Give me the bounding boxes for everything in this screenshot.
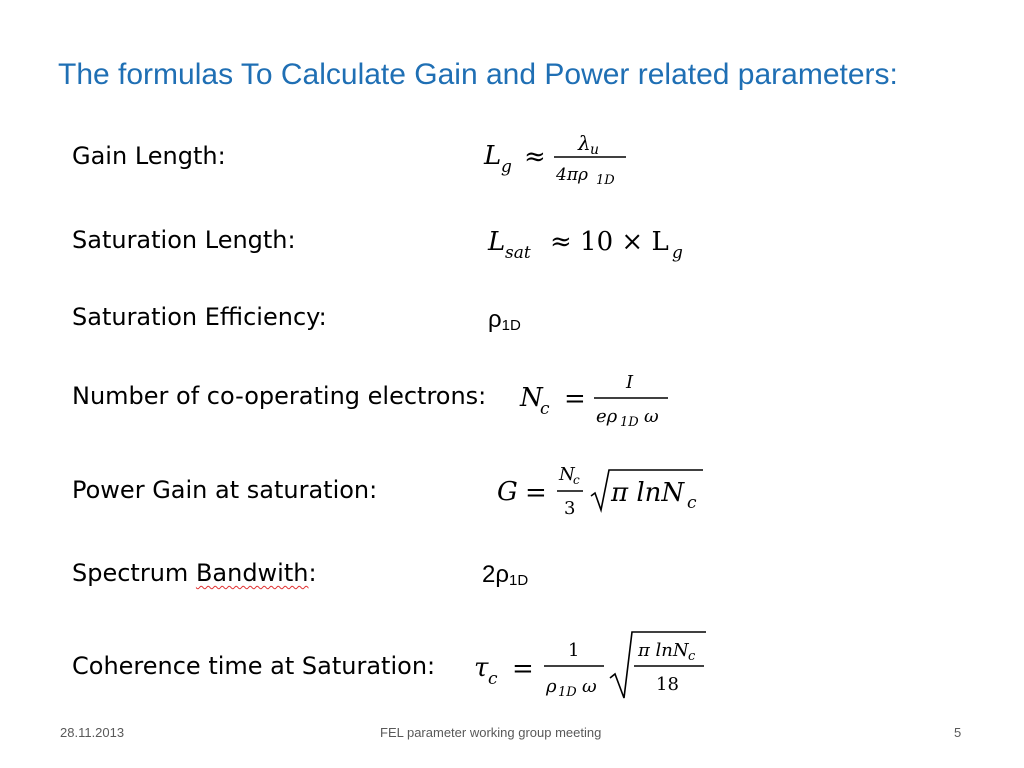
cooperating-electrons-label: Number of co-operating electrons: [72, 382, 487, 410]
cooperating-electrons-den: eρ [596, 406, 618, 427]
gain-length-label: Gain Length: [72, 142, 226, 170]
cooperating-electrons-formula [520, 364, 680, 434]
saturation-efficiency-label: Saturation Efficiency: [72, 303, 327, 331]
saturation-length-lhs: L [488, 227, 506, 257]
gain-length-num-sub: u [590, 142, 600, 158]
gain-length-formula [484, 122, 644, 192]
spectrum-bandwidth-value [482, 561, 528, 589]
power-gain-formula [497, 458, 717, 528]
cooperating-electrons-num: I [626, 372, 634, 393]
saturation-length-formula [488, 218, 708, 268]
gain-length-num: λ [578, 131, 591, 155]
saturation-length-lhs-sub: sat [505, 243, 531, 263]
coherence-time-den: ρ [546, 676, 557, 697]
coherence-time-num: 1 [568, 640, 580, 661]
coherence-time-op: = [512, 654, 534, 684]
gain-length-den: 4πρ [556, 165, 588, 185]
saturation-efficiency-rho: ρ [488, 306, 502, 333]
spectrum-bandwidth-misspelled-word: Bandwith [195, 559, 309, 587]
gain-length-op: ≈ [524, 142, 546, 172]
saturation-length-label: Saturation Length: [72, 226, 296, 254]
cooperating-electrons-den-sub: 1D [620, 415, 639, 430]
saturation-length-rhs-sub: g [672, 243, 683, 263]
saturation-length-rhs: ≈ 10 × L [550, 227, 669, 257]
power-gain-lhs: G [497, 477, 518, 507]
spectrum-bandwidth-label-a: Spectrum [72, 559, 196, 587]
gain-length-den-sub: 1D [596, 173, 615, 188]
spectrum-bandwidth-rho: 2ρ [482, 561, 509, 588]
coherence-time-root-num-sub: c [688, 649, 696, 664]
spectrum-bandwidth-label-c: : [308, 559, 317, 587]
coherence-time-lhs: τ [474, 653, 489, 683]
cooperating-electrons-den-tail: ω [644, 406, 659, 427]
footer-date: 28.11.2013 [60, 725, 125, 740]
coherence-time-root-den: 18 [656, 674, 679, 695]
saturation-efficiency-value [488, 306, 521, 334]
power-gain-label: Power Gain at saturation: [72, 476, 378, 504]
power-gain-root: π lnN [611, 478, 685, 508]
power-gain-num-sub: c [573, 473, 580, 487]
gain-length-lhs-sub: g [501, 157, 512, 177]
coherence-time-lhs-sub: c [488, 669, 498, 689]
cooperating-electrons-lhs: N [520, 383, 543, 413]
footer-page-number: 5 [954, 725, 962, 740]
cooperating-electrons-op: = [564, 384, 586, 414]
power-gain-op: = [525, 478, 547, 508]
coherence-time-label: Coherence time at Saturation: [72, 652, 436, 680]
coherence-time-root-num: π lnN [638, 640, 689, 661]
saturation-efficiency-sub: 1D [501, 317, 521, 334]
power-gain-num: N [559, 464, 575, 485]
spectrum-bandwidth-sub: 1D [509, 572, 529, 589]
power-gain-root-sub: c [687, 493, 697, 513]
cooperating-electrons-lhs-sub: c [540, 399, 550, 419]
coherence-time-den-sub: 1D [558, 685, 577, 700]
slide-title: The formulas To Calculate Gain and Power related parameters: [58, 58, 898, 91]
power-gain-den: 3 [564, 498, 576, 519]
coherence-time-formula [474, 626, 714, 706]
coherence-time-den-tail: ω [582, 676, 597, 697]
gain-length-lhs: L [484, 141, 502, 171]
footer-title: FEL parameter working group meeting [380, 725, 602, 740]
spectrum-bandwidth-label [72, 559, 317, 587]
